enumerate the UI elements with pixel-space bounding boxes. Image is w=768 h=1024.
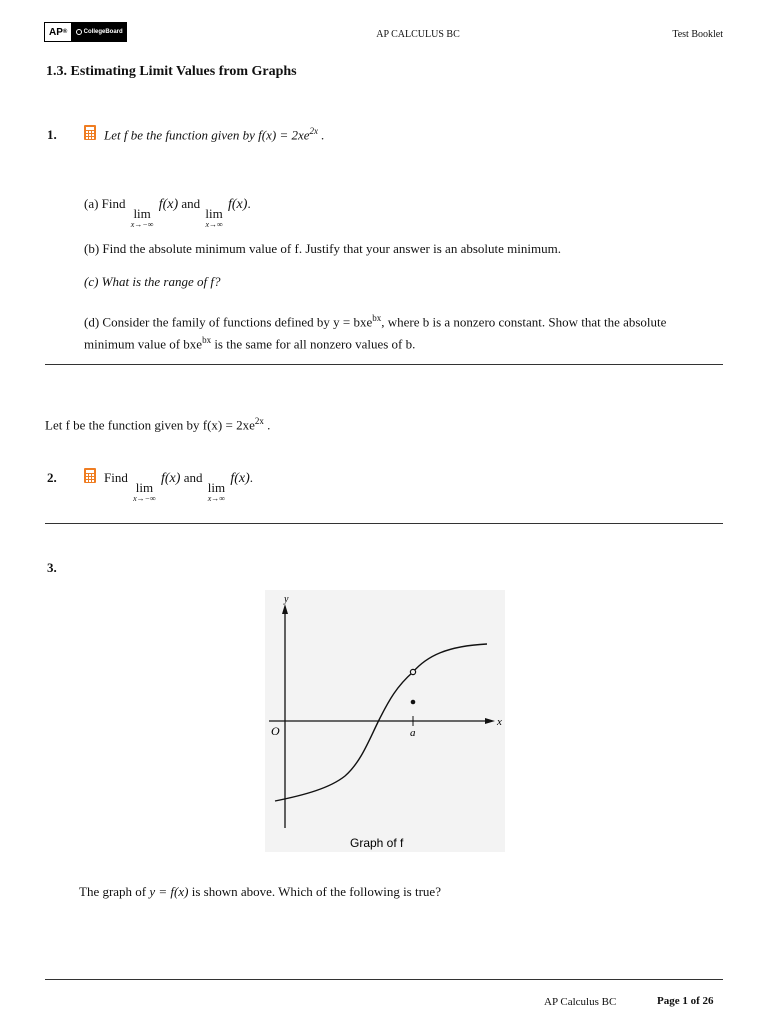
section-title: 1.3. Estimating Limit Values from Graphs [46,64,297,79]
header-course-title: AP CALCULUS BC [376,29,460,40]
calculator-icon [84,468,96,483]
question-2-stem: Find lim x→−∞ f(x) and lim x→∞ f(x). [104,470,253,503]
footer-course: AP Calculus BC [544,996,617,1008]
limit-pos-infinity: lim x→∞ [205,206,223,229]
question-1-stem: Let f be the function given by $f(x) = 2xe^{2x}$ . [104,126,325,143]
divider [45,364,723,365]
question-1-number: 1. [47,127,57,142]
divider [45,523,723,524]
question-3-stem: The graph of y = f(x) is shown above. Which of the following is true? [79,884,441,899]
collegeboard-logo-mark: CollegeBoard [72,23,126,41]
graph-caption: Graph of f [350,836,404,850]
question-1-part-a: (a) Find lim x→−∞ f(x) and lim x→∞ f(x). [84,196,251,229]
ap-collegeboard-logo [44,22,127,42]
limit-pos-infinity: lim x→∞ [207,480,226,503]
header-booklet-label: Test Booklet [672,29,723,40]
filled-point [411,700,416,705]
open-circle [410,669,415,674]
shared-stem: Let f be the function given by $f(x) = 2xe^{2x}$ . [45,416,271,433]
divider [45,979,723,980]
ap-logo-mark: AP ® [45,23,72,41]
limit-neg-infinity: lim x→−∞ [133,480,156,503]
collegeboard-acorn-icon [76,29,82,35]
y-axis-label: y [284,594,289,605]
question-2-number: 2. [47,470,57,485]
limit-neg-infinity: lim x→−∞ [130,206,154,229]
origin-label: O [271,724,280,738]
graph-of-f [265,590,505,852]
calculator-icon [84,125,96,140]
question-1-part-c: (c) What is the range of f? [84,274,221,289]
x-axis-label: x [497,716,502,728]
question-1-part-b: (b) Find the absolute minimum value of f. Justify that your answer is an absolute minimum. [84,241,561,256]
a-label: a [410,727,416,739]
question-3-number: 3. [47,560,57,575]
question-1-part-d: (d) Consider the family of functions defined by y = bxe$^{bx}$, where b is a nonzero constant. Show that the absolute minimum value of bxe$^{bx}$ is the same for all nonzero values of b. [84,313,667,352]
footer-page-number: Page 1 of 26 [657,995,714,1007]
